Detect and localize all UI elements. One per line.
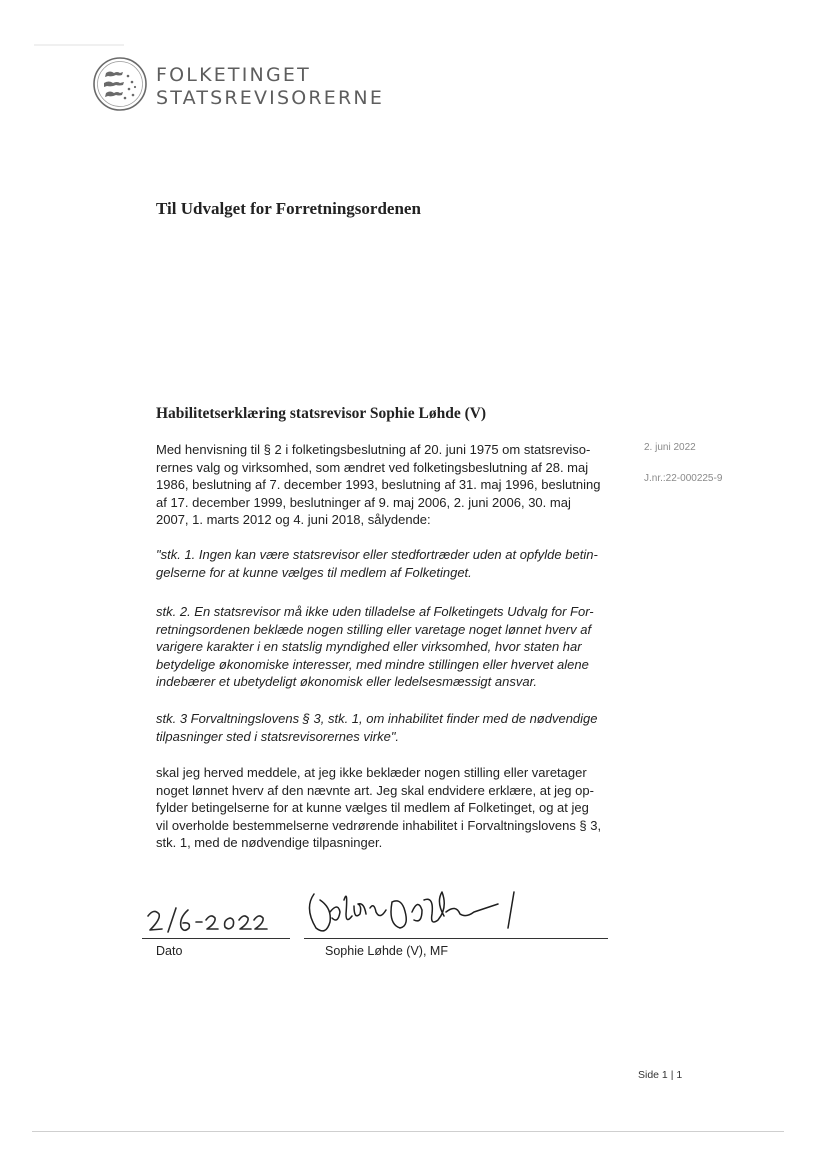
text-line: tilpasninger sted i statsrevisorernes virke". (156, 728, 400, 744)
footer-divider (32, 1131, 784, 1132)
text-line: retningsordenen beklæde nogen stilling eller varetage noget lønnet hverv af (156, 621, 592, 637)
text-line: "stk. 1. Ingen kan være statsrevisor eller stedfortræder uden at opfylde betin- (156, 547, 598, 562)
quote-stk-3 (156, 710, 616, 745)
text-line: Med henvisning til § 2 i folketingsbeslutning af 20. juni 1975 om statsreviso- (156, 442, 591, 457)
three-lions-crest-icon (92, 56, 148, 112)
text-line: stk. 3 Forvaltningslovens § 3, stk. 1, om inhabilitet finder med de nødvendige (156, 711, 598, 726)
text-line: skal jeg herved meddele, at jeg ikke beklæder nogen stilling eller varetager (156, 765, 587, 780)
text-line: af 17. december 1999, beslutninger af 9. maj 2006, 2. juni 2006, 30. maj (156, 494, 571, 510)
text-line: indebærer et ubetydeligt økonomisk eller ledelsesmæssigt ansvar. (156, 674, 538, 690)
quote-stk-1 (156, 546, 616, 581)
text-line: fylder betingelserne for at kunne vælges til medlem af Folketinget, og at jeg (156, 800, 589, 816)
signatory-name: Sophie Løhde (V), MF (325, 944, 448, 958)
text-line: 1986, beslutning af 7. december 1993, beslutning af 31. maj 1996, beslutning (156, 477, 601, 493)
date-label: Dato (156, 944, 183, 958)
text-line: varigere karakter i en statslig myndighed eller virksomhed, hvor staten har (156, 639, 582, 655)
text-line: gelserne for at kunne vælges til medlem af Folketinget. (156, 564, 472, 580)
org-line-2: STATSREVISORERNE (156, 87, 385, 109)
journal-number: J.nr.:22-000225-9 (644, 473, 723, 484)
org-line-1: FOLKETINGET (156, 64, 311, 86)
text-line: stk. 2. En statsrevisor må ikke uden tilladelse af Folketingets Udvalg for For- (156, 604, 594, 619)
text-line: vil overholde bestemmelserne vedrørende inhabilitet i Forvaltningslovens § 3, (156, 817, 602, 833)
scan-smudge (34, 44, 124, 46)
text-line: stk. 1, med de nødvendige tilpasninger. (156, 835, 383, 851)
handwritten-date (144, 902, 274, 942)
quote-stk-2 (156, 603, 616, 691)
document-heading: Habilitetserklæring statsrevisor Sophie Løhde (V) (156, 405, 487, 422)
name-signature-line (304, 938, 608, 939)
document-date: 2. juni 2022 (644, 442, 696, 453)
intro-paragraph (156, 441, 616, 529)
text-line: 2007, 1. marts 2012 og 4. juni 2018, sålydende: (156, 512, 431, 528)
organization-name (156, 64, 384, 110)
date-signature-line (142, 938, 290, 939)
text-line: noget lønnet hverv af den nævnte art. Jeg skal endvidere erklære, at jeg op- (156, 782, 594, 798)
text-line: betydelige økonomiske interesser, med mindre stillingen eller hvervet alene (156, 656, 589, 672)
recipient: Til Udvalget for Forretningsordenen (156, 199, 421, 218)
page-number: Side 1 | 1 (638, 1069, 683, 1081)
text-line: rernes valg og virksomhed, som ændret ved folketingsbeslutning af 28. maj (156, 459, 589, 475)
handwritten-signature-icon (300, 882, 540, 944)
declaration-paragraph (156, 764, 616, 852)
